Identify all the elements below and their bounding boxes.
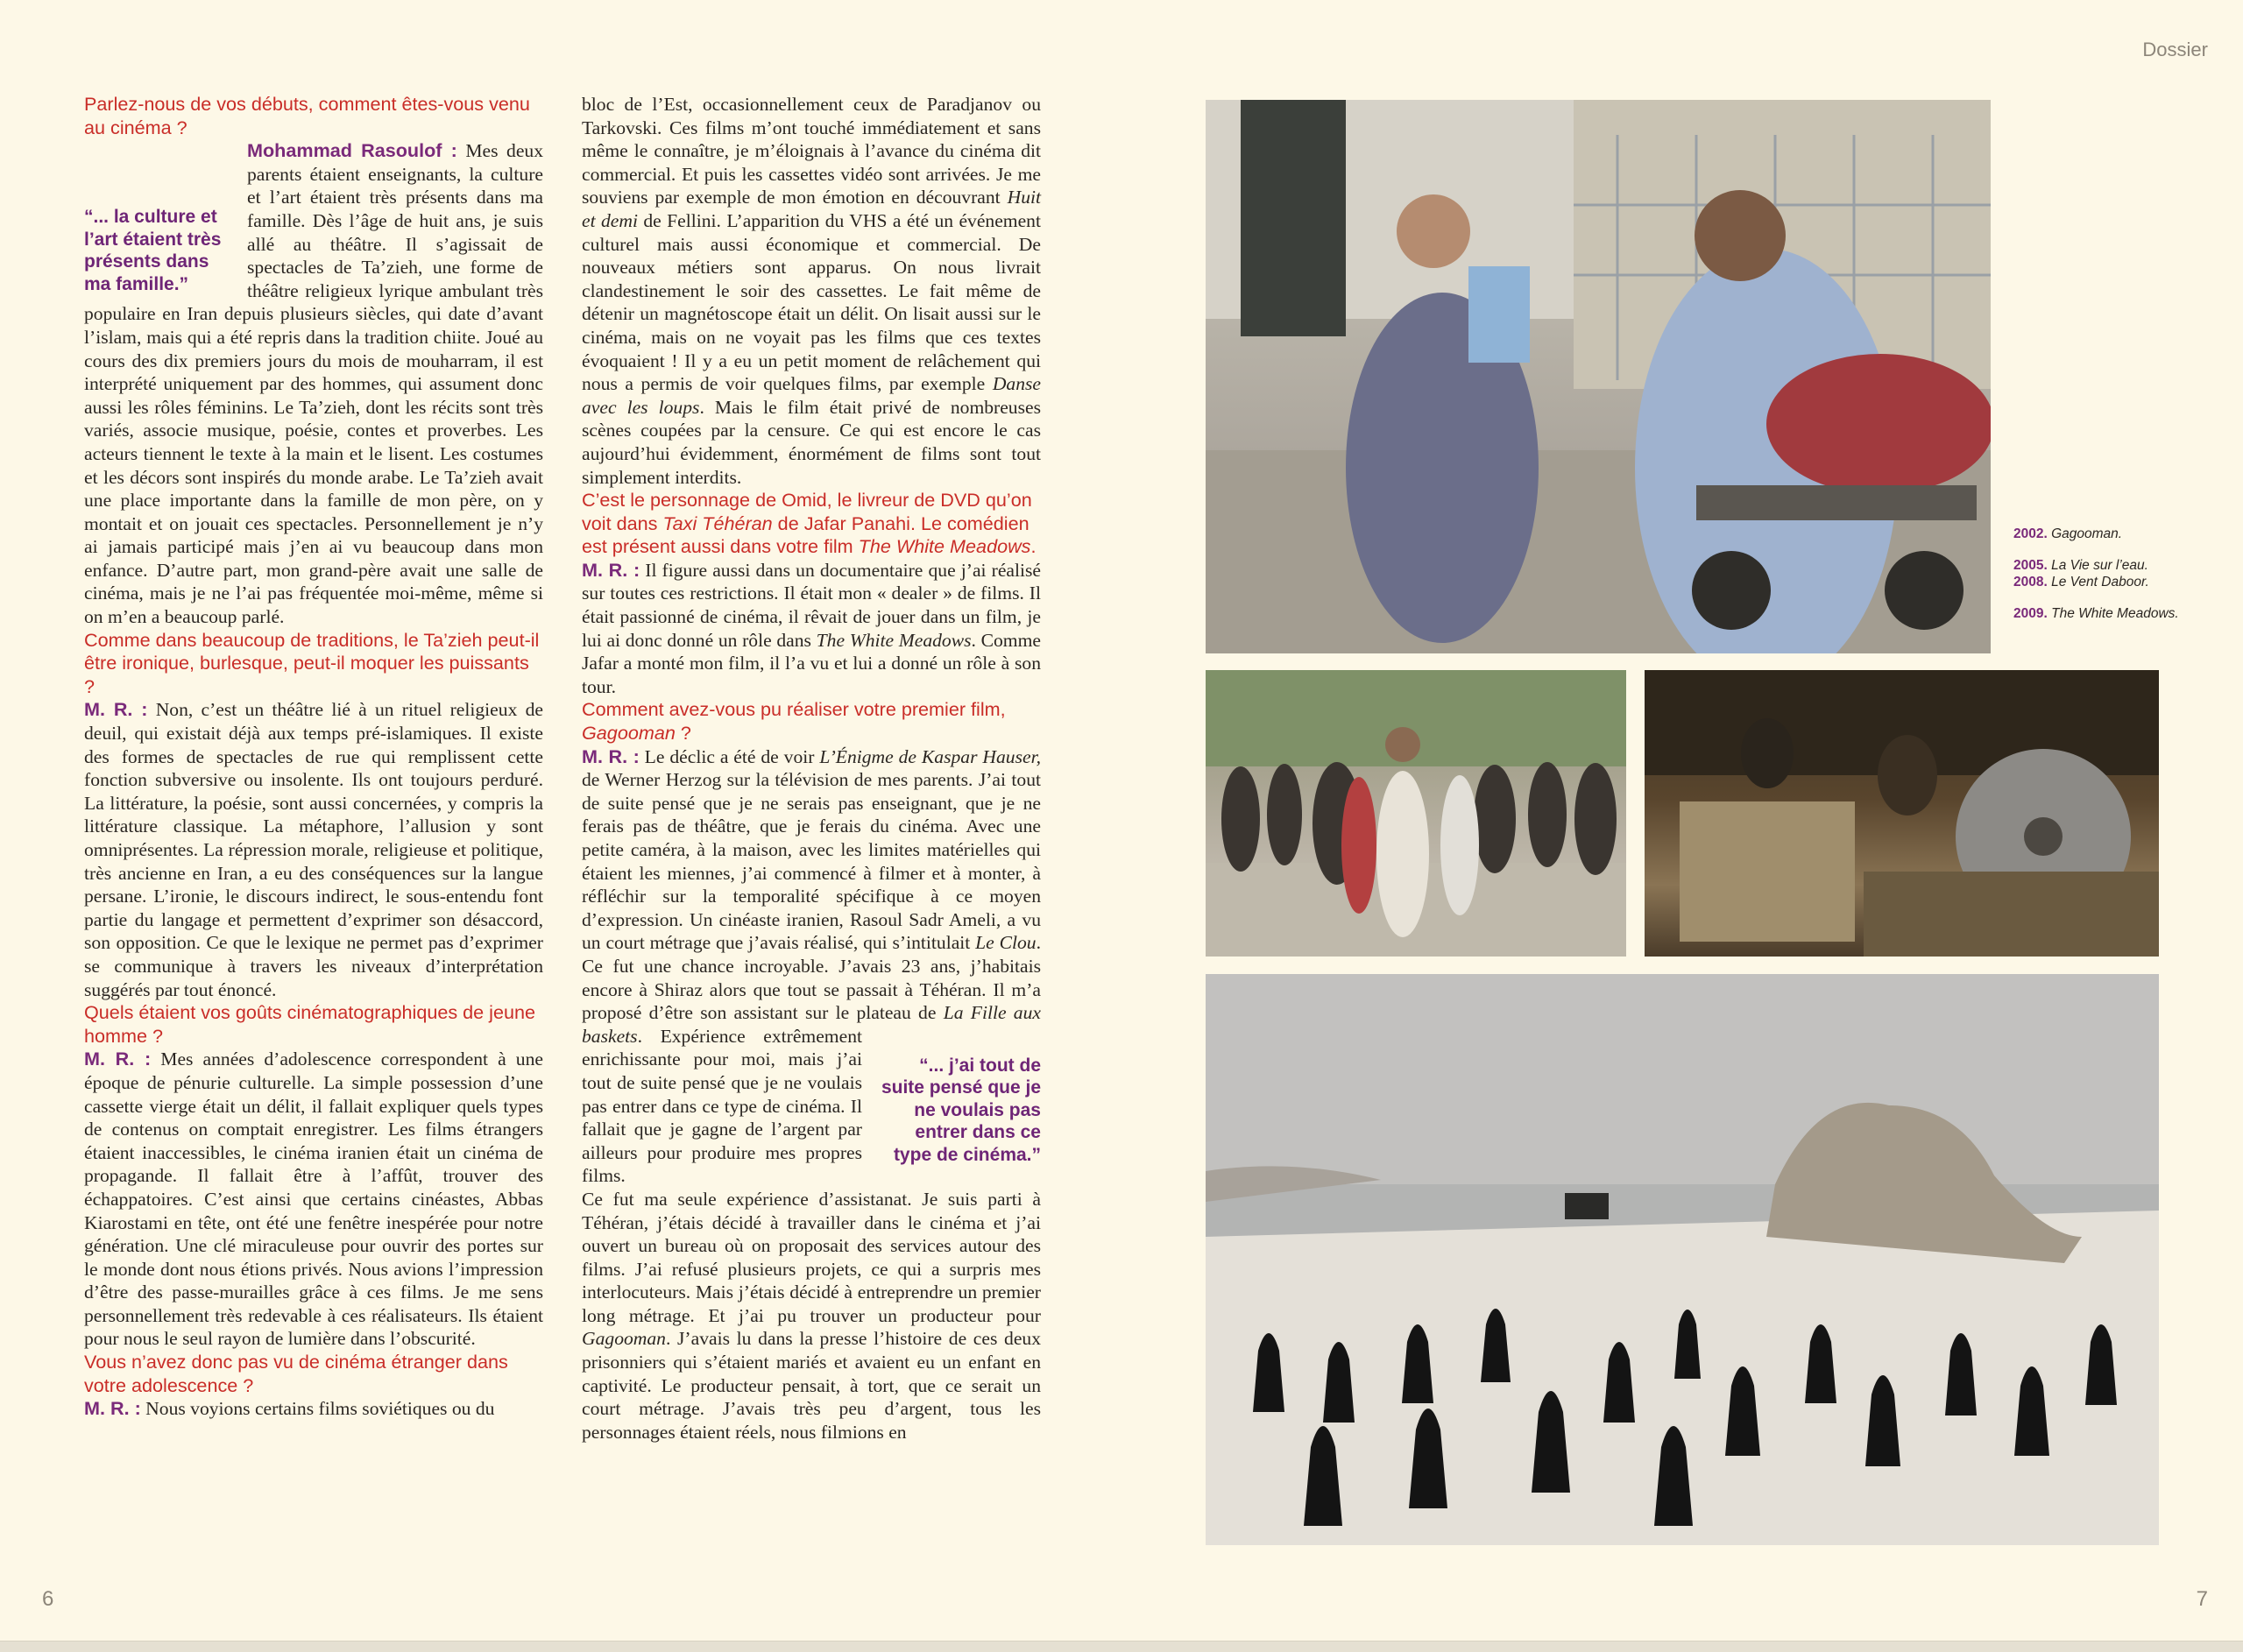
answer-4 bbox=[84, 1397, 543, 1421]
film-title: Danse avec les loups bbox=[582, 373, 1041, 418]
speaker-name: Mohammad Rasoulof : bbox=[247, 139, 457, 162]
pull-quote-1: “... la culture et l’art étaient très présents dans ma famille.” bbox=[84, 207, 222, 294]
filmography-captions bbox=[2013, 526, 2189, 622]
film-title: Huit et demi bbox=[582, 187, 1041, 231]
film-still-gagooman bbox=[1206, 100, 1991, 653]
film-title: La Fille aux baskets bbox=[582, 1002, 1041, 1047]
speaker-initials: M. R. : bbox=[84, 1048, 152, 1070]
film-title: Gagooman bbox=[582, 1328, 666, 1350]
answer-2 bbox=[84, 698, 543, 1001]
answer-2-text: Non, c’est un théâtre lié à un rituel religieux de deuil, qui existait déjà aux temps pré-islamiques. Il existe des formes de spectacles de rue qui remplissent cette fonction subversive ou insolente. Ils ont toujours perduré. La littérature, la poésie, sont aussi concernées, y compris la littérature classique. La métaphore, l’allusion y sont omniprésentes. La répression morale, religieuse et politique, très ancienne en Iran, a eu des conséquences sur la langue persane. L’ironie, le discours indirect, le sous-entendu font partie du langage et permettent d’exprimer son désaccord, son opposition. Ce que le lexique ne permet pas d’exprimer se communique à travers les niveaux d’interprétation suggérés par tout énoncé. bbox=[84, 699, 543, 1000]
answer-1 bbox=[84, 139, 543, 628]
interview-column-1 bbox=[84, 93, 543, 1421]
speaker-initials: M. R. : bbox=[84, 698, 148, 721]
page-number-left: 6 bbox=[42, 1587, 54, 1611]
credit-row: 2005. La Vie sur l’eau. bbox=[2013, 558, 2148, 573]
answer-6: M. R. : Le déclic a été de voir L’Énigme de Kaspar Hauser, de Werner Herzog sur la télévision de mes parents. J’ai tout de suite pensé que je ne serais pas enseignant, que je ne ferais pas de théâtre, que je ferais du cinéma. Avec une petite caméra, à la maison, avec les limites matérielles qui étaient les miennes, j’ai commencé à filmer et à monter, à réfléchir sur la temporalité spécifique à ce moyen d’expression. Un cinéaste iranien, Rasoul Sadr Ameli, a vu un court métrage que j’avais réalisé, qui s’intitulait Le Clou. Ce fut une chance incroyable. J’avais 23 ans, j’habitais encore à Shiraz alors que tout se passait à Téhéran. Il m’a proposé d’être son assistant sur le plateau de “... j’ai tout de suite pensé que je ne voulais pas entrer dans ce type de cinéma.” La Fille aux baskets. Expérience extrêmement enrichissante pour moi, mais j’ai tout de suite pensé que je ne voulais pas entrer dans ce type de cinéma. Il fallait que je gagne de l’argent par ailleurs pour produire mes propres films. bbox=[582, 745, 1041, 1187]
question-2: Comme dans beaucoup de traditions, le Ta’zieh peut-il être ironique, burlesque, peut-il moquer les puissants ? bbox=[84, 628, 540, 697]
credit-row: 2002. Gagooman. bbox=[2013, 526, 2123, 541]
film-title: L’Énigme de Kaspar Hauser, bbox=[819, 745, 1041, 767]
question-4: Vous n’avez donc pas vu de cinéma étranger dans votre adolescence ? bbox=[84, 1351, 508, 1396]
question-1: Parlez-nous de vos débuts, comment êtes-vous venu au cinéma ? bbox=[84, 93, 530, 138]
page-bottom-edge bbox=[0, 1641, 2243, 1652]
interview-column-2 bbox=[582, 93, 1041, 1444]
credit-row: 2009. The White Meadows. bbox=[2013, 606, 2179, 621]
speaker-initials: M. R. : bbox=[582, 745, 640, 767]
speaker-initials: M. R. : bbox=[84, 1397, 141, 1420]
answer-6-continued: Ce fut ma seule expérience d’assistanat. Je suis parti à Téhéran, j’étais décidé à travailler dans le cinéma et j’ai ouvert un bureau où on proposait des services autour des films. J’ai refusé plusieurs projets, ce qui a surpris mes interlocuteurs. Mais j’étais décidé à entreprendre un premier long métrage. Et j’ai pu trouver un producteur pour Gagooman. J’avais lu dans la presse l’histoire de ces deux prisonniers qui s’étaient mariés et avaient eu un enfant en captivité. Le producteur pensait, à tort, que ce serait un court métrage. J’avais très peu d’argent, tous les personnages étaient réels, nous filmions en bbox=[582, 1188, 1041, 1443]
speaker-initials: M. R. : bbox=[582, 558, 640, 581]
answer-4-text: Nous voyions certains films soviétiques ou du bbox=[140, 1398, 495, 1420]
question-6: Comment avez-vous pu réaliser votre premier film, Gagooman ? bbox=[582, 698, 1006, 745]
answer-1-text: Mes deux parents étaient enseignants, la culture et l’art étaient très présents dans ma famille. Dès l’âge de huit ans, je suis allé au théâtre. Il s’agissait de spectacles de Ta’zieh, une forme de théâtre religieux lyrique ambulant très populaire en Iran depuis plusieurs siècles, qui date d’avant l’islam, mais qui a été repris dans la tradition chiite. Joué au cours des dix premiers jours du mois de mouharram, il est interprété uniquement par des hommes, qui assument donc aussi les rôles féminins. Le Ta’zieh, dont les récits sont très variés, associe musique, poésie, contes et proverbes. Les acteurs tiennent le texte à la main et le lisent. Les costumes et les décors sont inspirés du monde arabe. Le Ta’zieh avait une place importante dans la famille de mon père, on y montait et on jouait ces spectacles. Personnellement je n’y ai jamais participé mais j’en ai vu beaucoup dans mon enfance. D’autre part, mon grand-père avait une salle de cinéma, mais je ne l’ai pas fréquentée moi-même, même si on m’en a beaucoup parlé. bbox=[84, 140, 543, 628]
pull-quote-2: “... j’ai tout de suite pensé que je ne voulais pas entrer dans ce type de cinéma.” bbox=[881, 1055, 1041, 1165]
film-still-crowd bbox=[1206, 670, 1626, 957]
film-title: Le Clou bbox=[975, 932, 1037, 954]
answer-3-text: Mes années d’adolescence correspondent à une époque de pénurie culturelle. La simple possession d’une cassette vierge était un délit, il fallait expliquer quels types de contenus on comptait enregistrer. Les films étrangers étaient inaccessibles, le cinéma iranien était un cinéma de propagande. Il fallait être à l’affût, trouver des échappatoires. C’est ainsi que certains cinéastes, Abbas Kiarostami en tête, ont été une fenêtre inespérée pour notre génération. Une clé miraculeuse pour ouvrir des portes sur le monde dont nous étions privés. Nous avions l’impression d’être des passe-murailles grâce à ces films. Je me sens personnellement très redevable à ces réalisateurs. Ils étaient pour nous le seul rayon de lumière dans l’obscurité. bbox=[84, 1048, 543, 1350]
question-5: C’est le personnage de Omid, le livreur de DVD qu’on voit dans Taxi Téhéran de Jafar Panahi. Le comédien est présent aussi dans votre film The White Meadows. bbox=[582, 489, 1037, 558]
question-3: Quels étaient vos goûts cinématographiques de jeune homme ? bbox=[84, 1001, 535, 1047]
answer-3 bbox=[84, 1048, 543, 1351]
answer-5: M. R. : Il figure aussi dans un documentaire que j’ai réalisé sur toutes ces restrictions. Il était mon « dealer » de films. Il était passionné de cinéma, il rêvait de jouer dans un film, je lui ai donc donné un rôle dans The White Meadows. Comme Jafar a monté mon film, il l’a vu et lui a donné un rôle à son tour. bbox=[582, 558, 1041, 697]
film-title: The White Meadows bbox=[816, 629, 972, 651]
section-label: Dossier bbox=[2142, 39, 2208, 60]
answer-4-continued: bloc de l’Est, occasionnellement ceux de Paradjanov ou Tarkovski. Ces films m’ont touché immédiatement et sans même le connaître, je m’éloignais à l’avance du cinéma dit commercial. Et puis les cassettes vidéo sont arrivées. Je me souviens par exemple de mon émotion en découvrant Huit et demi de Fellini. L’apparition du VHS a été un événement culturel mais aussi économique et commercial. De nouveaux métiers sont apparus. On nous livrait clandestinement le soir des cassettes. Le fait même de détenir un magnétoscope était un délit. On lisait aussi sur le cinéma, mais on ne voyait pas les films que ces textes évoquaient ! Il y a eu un petit moment de relâchement qui nous a permis de voir quelques films, par exemple Danse avec les loups. Mais le film était privé de nombreuses scènes coupées par la censure. Ce qui est encore le cas aujourd’hui évidemment, énormément de films sont tout simplement interdits. bbox=[582, 94, 1041, 488]
film-still-workshop bbox=[1645, 670, 2159, 957]
film-still-white-meadows bbox=[1206, 974, 2159, 1545]
credit-row: 2008. Le Vent Daboor. bbox=[2013, 575, 2149, 589]
page-number-right: 7 bbox=[2196, 1587, 2208, 1611]
